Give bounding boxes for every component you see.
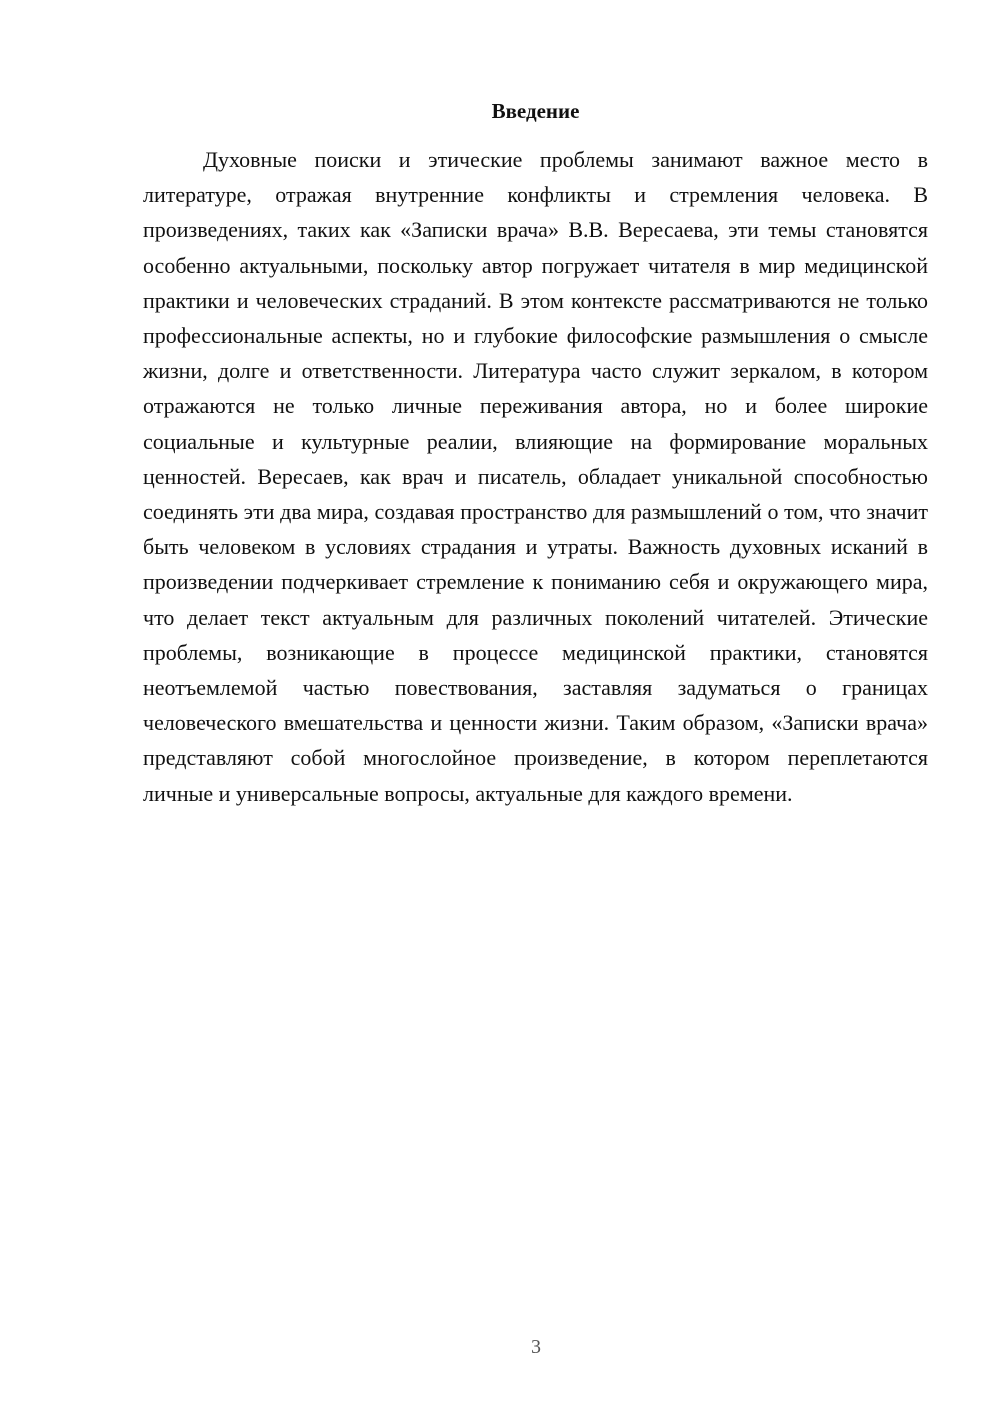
body-paragraph: Духовные поиски и этические проблемы занимают важное место в литературе, отражая внутренние конфликты и стремления человека. В произведениях, таких как «Записки врача» В.В. Вересаева, эти темы становятся особенно актуальными, поскольку автор погружает читателя в мир медицинской практики и человеческих страданий. В этом контексте рассматриваются не только профессиональные аспекты, но и глубокие философские размышления о смысле жизни, долге и ответственности. Литература часто служит зеркалом, в котором отражаются не только личные переживания автора, но и более широкие социальные и культурные реалии, влияющие на формирование моральных ценностей. Вересаев, как врач и писатель, обладает уникальной способностью соединять эти два мира, создавая пространство для размышлений о том, что значит быть человеком в условиях страдания и утраты. Важность духовных исканий в произведении подчеркивает стремление к пониманию себя и окружающего мира, что делает текст актуальным для различных поколений читателей. Этические проблемы, возникающие в процессе медицинской практики, становятся неотъемлемой частью повествования, заставляя задуматься о границах человеческого вмешательства и ценности жизни. Таким образом, «Записки врача» представляют собой многослойное произведение, в котором переплетаются личные и универсальные вопросы, актуальные для каждого времени. (143, 147, 928, 806)
section-title: Введение (491, 99, 580, 123)
page-number: 3 (531, 1336, 541, 1358)
